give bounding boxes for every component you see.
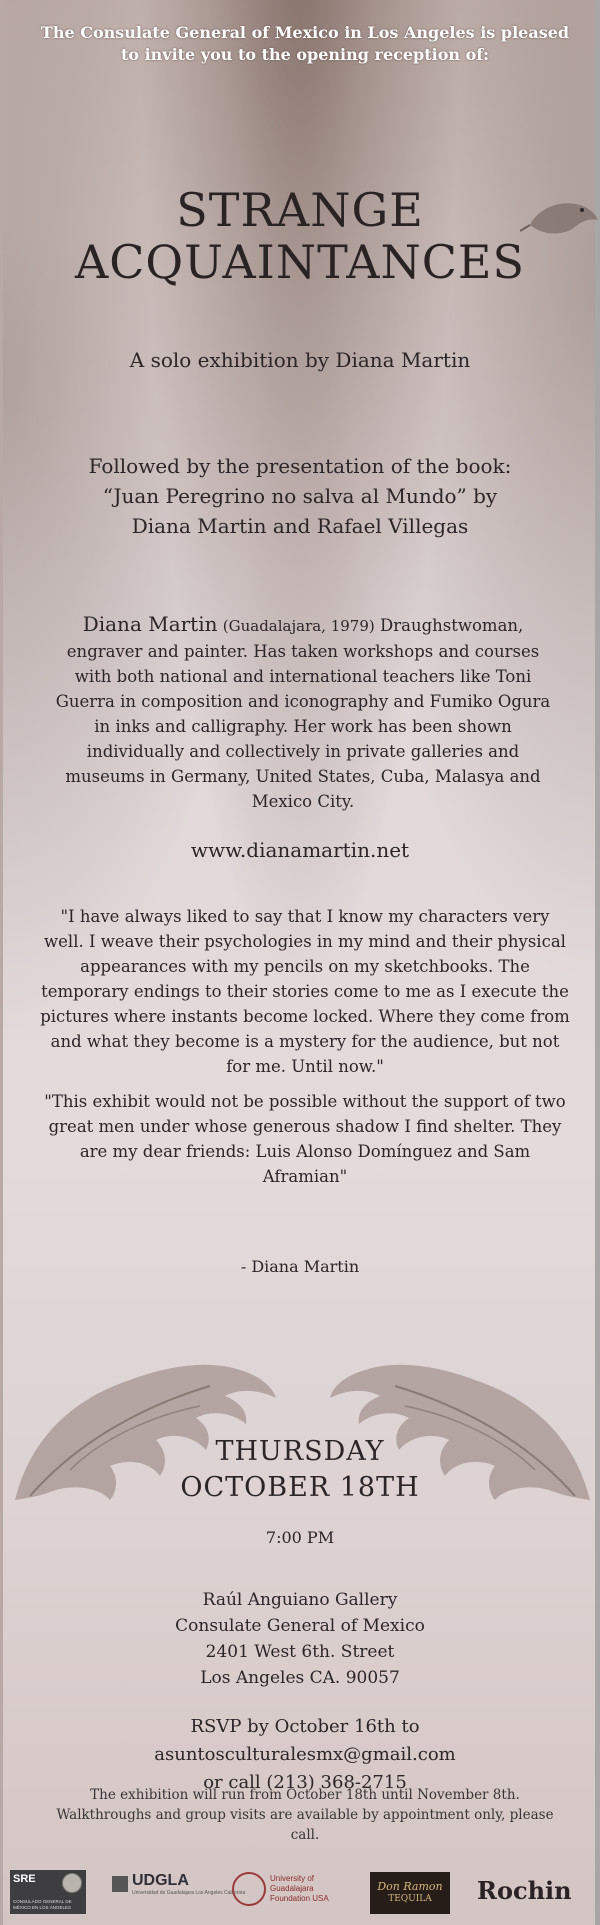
venue-line-1: Raúl Anguiano Gallery <box>202 1590 398 1610</box>
sre-logo-word: SRE <box>13 1873 36 1885</box>
book-line-2: “Juan Peregrino no salva al Mundo” by <box>102 484 498 508</box>
venue-address <box>150 1587 450 1691</box>
event-day: THURSDAY <box>215 1436 385 1467</box>
don-ramon-subtitle: TEQUILA <box>388 1894 432 1904</box>
venue-line-2: Consulate General of Mexico <box>175 1616 425 1636</box>
uofg-line-2: Guadalajara <box>270 1884 314 1893</box>
don-ramon-logo <box>370 1872 450 1914</box>
artist-name: Diana Martin <box>82 612 218 636</box>
rsvp-phone-line[interactable]: or call (213) 368-2715 <box>203 1772 407 1793</box>
title-line-1: STRANGE <box>176 183 424 237</box>
book-line-1: Followed by the presentation of the book: <box>88 454 512 478</box>
udgla-logo <box>112 1872 245 1896</box>
rochin-logo: Rochin <box>477 1876 572 1905</box>
invitation-text: The Consulate General of Mexico in Los Angeles is pleased to invite you to the opening reception of: <box>40 23 570 64</box>
poster-right-edge <box>595 0 600 1925</box>
title-line-2: ACQUAINTANCES <box>74 235 526 289</box>
sponsor-logos <box>0 1862 600 1925</box>
bio-text: Draughstwoman, engraver and painter. Has taken workshops and courses with both national and international teachers like Toni Guerra in composition and iconography and Fumiko Ogura in inks and calligraphy. Her work has been shown individually and collectively in private galleries and museums in Germany, United States, Cuba, Malasya and Mexico City. <box>55 616 551 811</box>
poster-left-edge <box>0 0 3 1925</box>
sre-logo-subtitle: CONSULADO GENERAL DE MÉXICO EN LOS ÁNGELES <box>13 1899 72 1910</box>
udgla-logo-subtitle: Universidad de Guadalajara Los Angeles California <box>132 1890 246 1896</box>
university-foundation-logo <box>232 1872 329 1906</box>
exhibition-title <box>0 184 600 288</box>
don-ramon-brand: Don Ramon <box>377 1880 443 1893</box>
mexico-seal-icon <box>62 1873 82 1893</box>
uofg-line-3: Foundation USA <box>270 1894 329 1903</box>
website-link[interactable]: www.dianamartin.net <box>190 838 410 862</box>
book-presentation <box>50 451 550 541</box>
artist-origin: (Guadalajara, 1979) <box>222 617 375 635</box>
artist-quote-1: "I have always liked to say that I know my characters very well. I weave their psychologies in my mind and their physical appearances with my pencils on my sketchbooks. The temporary endings to their stories come to me as I execute the pictures where instants become locked. Where they come from and what they become is a mystery for the audience, but not for me. Until now." <box>40 907 570 1076</box>
venue-line-4: Los Angeles CA. 90057 <box>200 1668 400 1688</box>
university-seal-icon <box>232 1872 266 1906</box>
rsvp-email-line[interactable]: RSVP by October 16th to asuntosculturalesmx@gmail.com <box>154 1716 456 1765</box>
event-date <box>0 1434 600 1506</box>
exhibition-run-info: The exhibition will run from October 18th until November 8th. Walkthroughs and group visits are available by appointment only, please call. <box>56 1787 554 1843</box>
event-time: 7:00 PM <box>265 1528 335 1547</box>
event-date-text: OCTOBER 18TH <box>180 1472 420 1503</box>
quote-signature: - Diana Martin <box>240 1257 360 1276</box>
artist-quote-2: "This exhibit would not be possible without the support of two great men under whose generous shadow I find shelter. They are my dear friends: Luis Alonso Domínguez and Sam Aframian" <box>44 1092 566 1186</box>
venue-line-3: 2401 West 6th. Street <box>205 1642 395 1662</box>
udgla-emblem-icon <box>112 1876 128 1892</box>
artist-bio <box>48 612 558 814</box>
sre-logo <box>10 1870 86 1914</box>
udgla-logo-word: UDGLA <box>132 1872 189 1889</box>
exhibition-subtitle: A solo exhibition by Diana Martin <box>129 348 471 372</box>
uofg-line-1: University of <box>270 1874 315 1883</box>
book-line-3: Diana Martin and Rafael Villegas <box>131 514 469 538</box>
